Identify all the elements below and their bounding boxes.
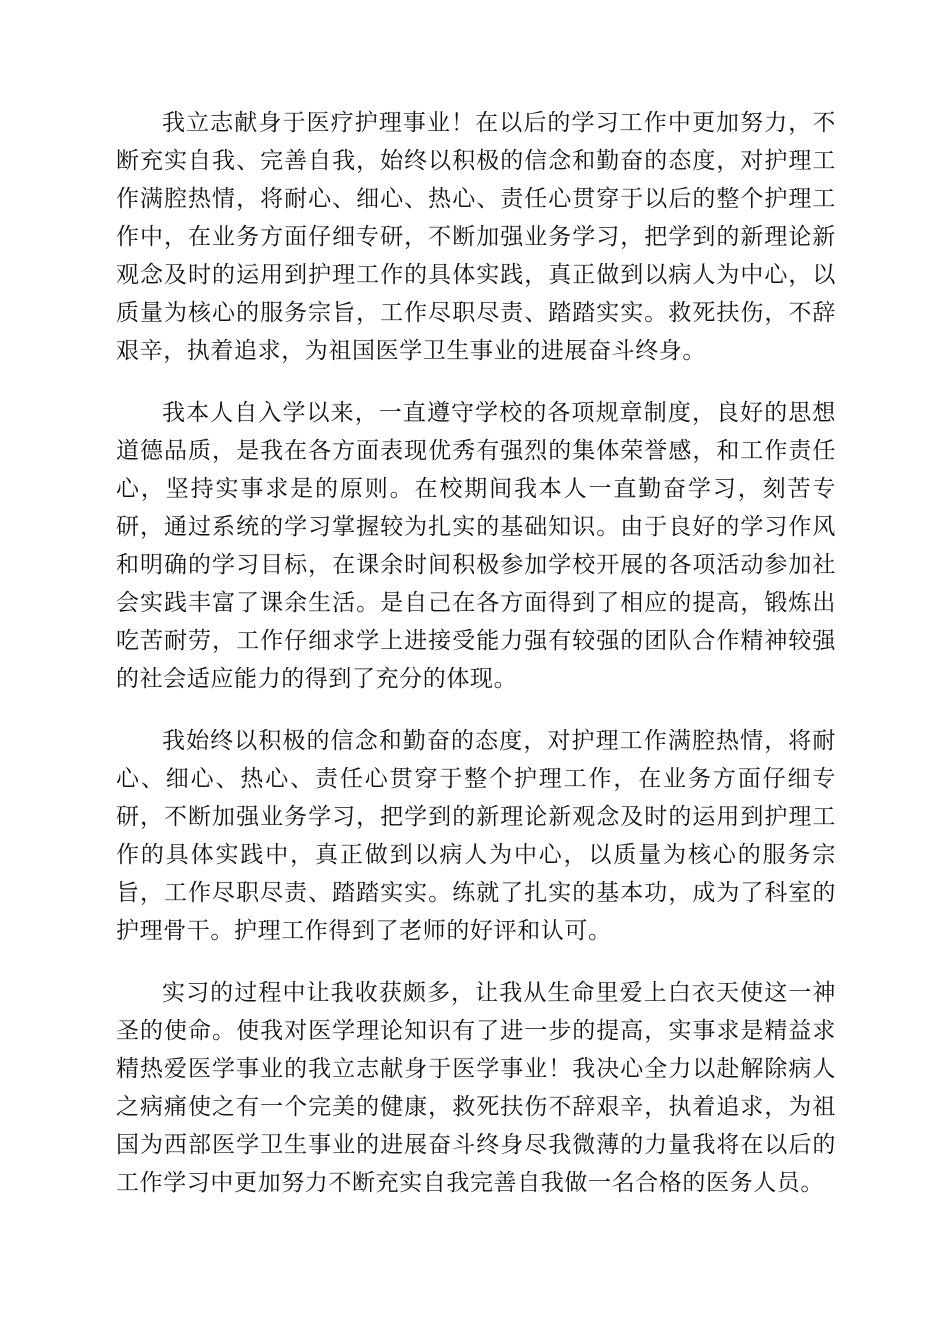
document-body xyxy=(116,104,836,1226)
paragraph-4: 实习的过程中让我收获颇多，让我从生命里爱上白衣天使这一神圣的使命。使我对医学理论知识有了进一步的提高，实事求是精益求精热爱医学事业的我立志献身于医学事业！我决心全力以赴解除病人之病痛使之有一个完美的健康，救死扶伤不辞艰辛，执着追求，为祖国为西部医学卫生事业的进展奋斗终身尽我微薄的力量我将在以后的工作学习中更加努力不断充实自我完善自我做一名合格的医务人员。 xyxy=(116,980,836,1196)
paragraph-3: 我始终以积极的信念和勤奋的态度，对护理工作满腔热情，将耐心、细心、热心、责任心贯穿于整个护理工作，在业务方面仔细专研，不断加强业务学习，把学到的新理论新观念及时的运用到护理工作的具体实践中，真正做到以病人为中心，以质量为核心的服务宗旨，工作尽职尽责、踏踏实实。练就了扎实的基本功，成为了科室的护理骨干。护理工作得到了老师的好评和认可。 xyxy=(116,728,836,944)
paragraph-2: 我本人自入学以来，一直遵守学校的各项规章制度，良好的思想道德品质，是我在各方面表现优秀有强烈的集体荣誉感，和工作责任心，坚持实事求是的原则。在校期间我本人一直勤奋学习，刻苦专研，通过系统的学习掌握较为扎实的基础知识。由于良好的学习作风和明确的学习目标，在课余时间积极参加学校开展的各项活动参加社会实践丰富了课余生活。是自己在各方面得到了相应的提高，锻炼出吃苦耐劳，工作仔细求学上进接受能力强有较强的团队合作精神较强的社会适应能力的得到了充分的体现。 xyxy=(116,400,836,692)
paragraph-1: 我立志献身于医疗护理事业！在以后的学习工作中更加努力，不断充实自我、完善自我，始终以积极的信念和勤奋的态度，对护理工作满腔热情，将耐心、细心、热心、责任心贯穿于以后的整个护理工作中，在业务方面仔细专研，不断加强业务学习，把学到的新理论新观念及时的运用到护理工作的具体实践，真正做到以病人为中心，以质量为核心的服务宗旨，工作尽职尽责、踏踏实实。救死扶伤，不辞艰辛，执着追求，为祖国医学卫生事业的进展奋斗终身。 xyxy=(116,110,836,364)
